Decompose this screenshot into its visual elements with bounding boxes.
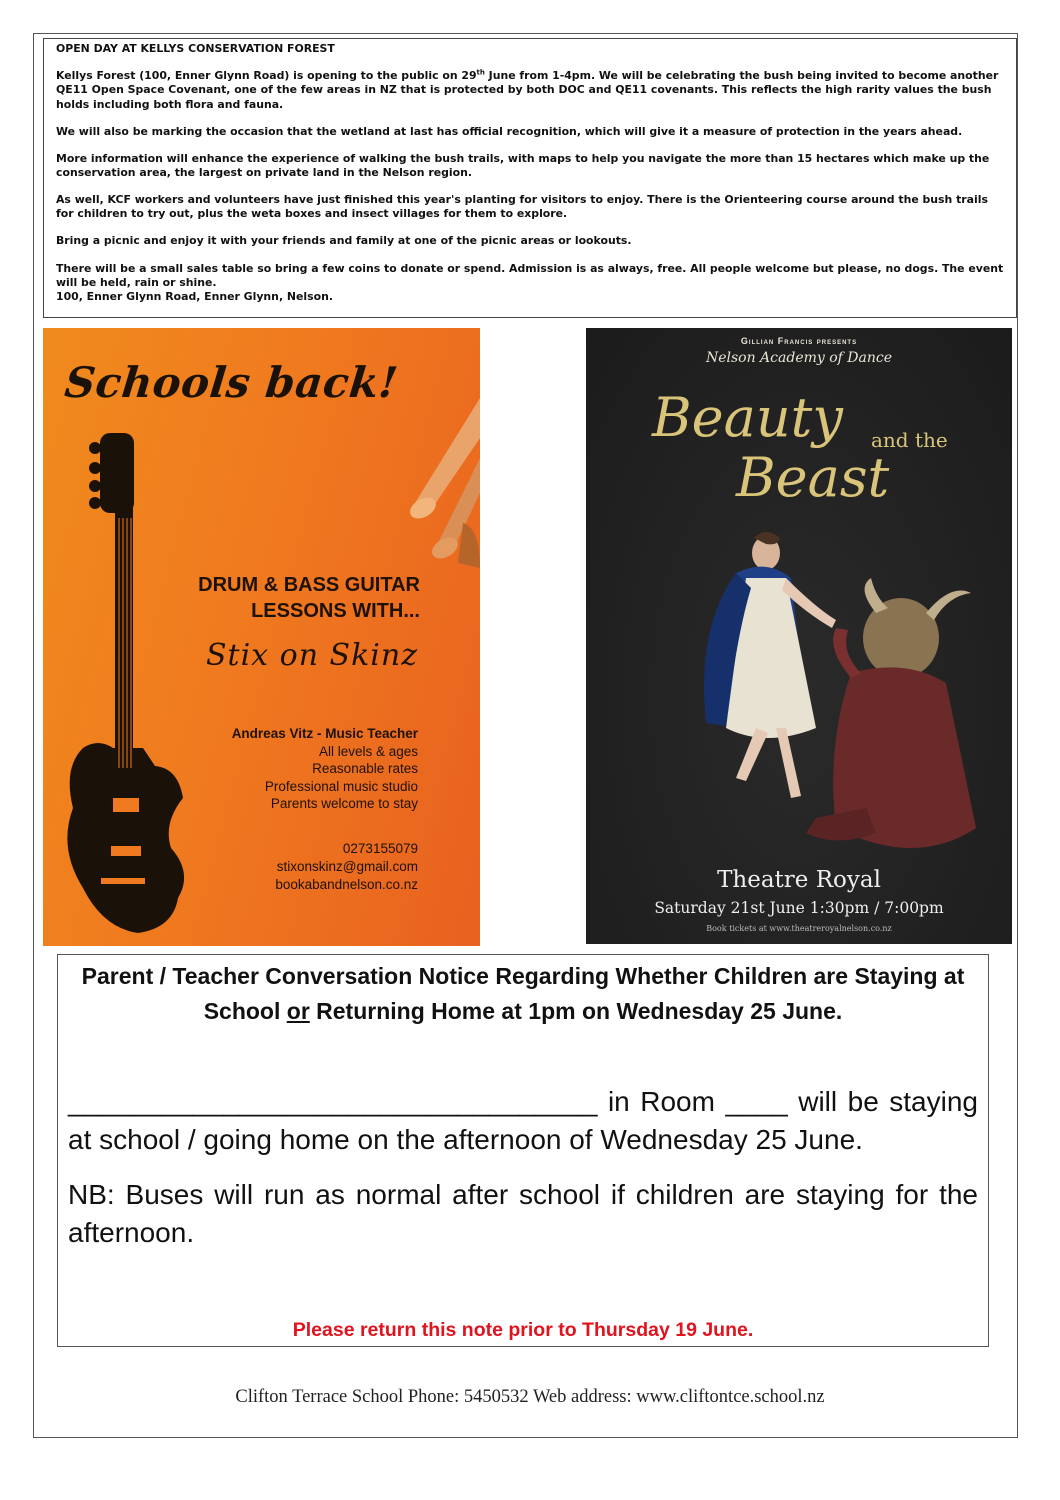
notice-nb: NB: Buses will run as normal after school if children are staying for the afternoon. xyxy=(68,1179,978,1248)
phone-number: 0273155079 xyxy=(342,841,418,856)
teacher-name: Andreas Vitz - Music Teacher xyxy=(231,726,418,741)
show-dates: Saturday 21st June 1:30pm / 7:00pm xyxy=(654,899,944,917)
article-text: Kellys Forest (100, Enner Glynn Road) is opening to the public on 29 xyxy=(56,69,477,83)
notice-title-emphasis: or xyxy=(286,998,310,1024)
article-paragraph: Bring a picnic and enjoy it with your friends and family at one of the picnic areas or lookouts. xyxy=(56,234,632,248)
venue-name: Theatre Royal xyxy=(717,867,881,893)
ballet-poster xyxy=(586,328,1012,944)
ballerina-figure-icon xyxy=(704,532,836,798)
article-paragraph: More information will enhance the experience of walking the bush trails, with maps to help you navigate the more than 15 hectares which make up the conservation area, the largest on private land in the Nelson region. xyxy=(56,152,990,180)
notice-form-line: __________________________________ in Room ____ will be staying at school / going home on the afternoon of Wednesday 25 June. xyxy=(68,1086,978,1155)
kellys-open-day-article xyxy=(43,38,1017,318)
feature-item: Parents welcome to stay xyxy=(270,796,418,811)
brand-name: Stix on Skinz xyxy=(205,638,418,673)
ordinal-suffix: th xyxy=(476,68,485,77)
lessons-heading xyxy=(43,572,420,624)
lessons-line: DRUM & BASS GUITAR xyxy=(198,574,420,596)
email-address: stixonskinz@gmail.com xyxy=(276,859,418,874)
music-lessons-poster xyxy=(43,328,480,946)
feature-item: Reasonable rates xyxy=(312,761,418,776)
lessons-line: LESSONS WITH... xyxy=(251,600,420,622)
bass-guitar-icon xyxy=(67,433,184,933)
contact-info xyxy=(275,840,418,894)
title-beast: Beast xyxy=(736,446,890,509)
teacher-info xyxy=(232,725,418,813)
article-text: June from 1-4pm. We will be celebrating the bush being invited to become another QE11 Open Space Covenant, one of the few areas in NZ that is protected by both DOC and QE11 covenants. This reflects the high rarity values the bush holds including both flora and fauna. xyxy=(56,69,999,111)
drumsticks-icon xyxy=(406,398,480,568)
article-paragraph: We will also be marking the occasion that the wetland at last has official recognition, which will give it a measure of protection in the years ahead. xyxy=(56,124,963,138)
presenter: Gillian Francis presents xyxy=(740,336,858,346)
notice-title-text: Parent / Teacher Conversation Notice Regarding Whether Children are Staying at School xyxy=(81,963,965,1024)
article-address: 100, Enner Glynn Road, Enner Glynn, Nelson. xyxy=(56,290,333,304)
article-title: OPEN DAY AT KELLYS CONSERVATION FOREST xyxy=(56,42,335,55)
article-paragraph: There will be a small sales table so bring a few coins to donate or spend. Admission is as always, free. All people welcome but please, no dogs. The event will be held, rain or shine. xyxy=(56,261,1004,289)
ticket-info: Book tickets at www.theatreroyalnelson.co.nz xyxy=(706,924,892,933)
website-link: bookabandnelson.co.nz xyxy=(275,877,418,892)
academy-name: Nelson Academy of Dance xyxy=(705,350,893,366)
article-paragraph: As well, KCF workers and volunteers have just finished this year's planting for visitors to enjoy. There is the Orienteering course around the bush trails for children to try out, plus the weta boxes and insect villages for them to explore. xyxy=(56,193,988,221)
title-and-the: and the xyxy=(871,428,948,452)
school-footer: Clifton Terrace School Phone: 5450532 Web address: www.cliftontce.school.nz xyxy=(235,1387,825,1407)
parent-teacher-notice xyxy=(57,954,989,1347)
notice-body xyxy=(68,1083,978,1252)
article-paragraph xyxy=(56,69,1004,112)
poster-headline: Schools back! xyxy=(62,358,401,407)
feature-item: All levels & ages xyxy=(318,743,418,759)
feature-item: Professional music studio xyxy=(264,778,418,794)
notice-title xyxy=(68,959,978,1029)
title-beauty: Beauty xyxy=(652,386,843,449)
return-note: Please return this note prior to Thursday 19 June. xyxy=(292,1319,754,1341)
notice-title-text: Returning Home at 1pm on Wednesday 25 June. xyxy=(309,998,843,1024)
